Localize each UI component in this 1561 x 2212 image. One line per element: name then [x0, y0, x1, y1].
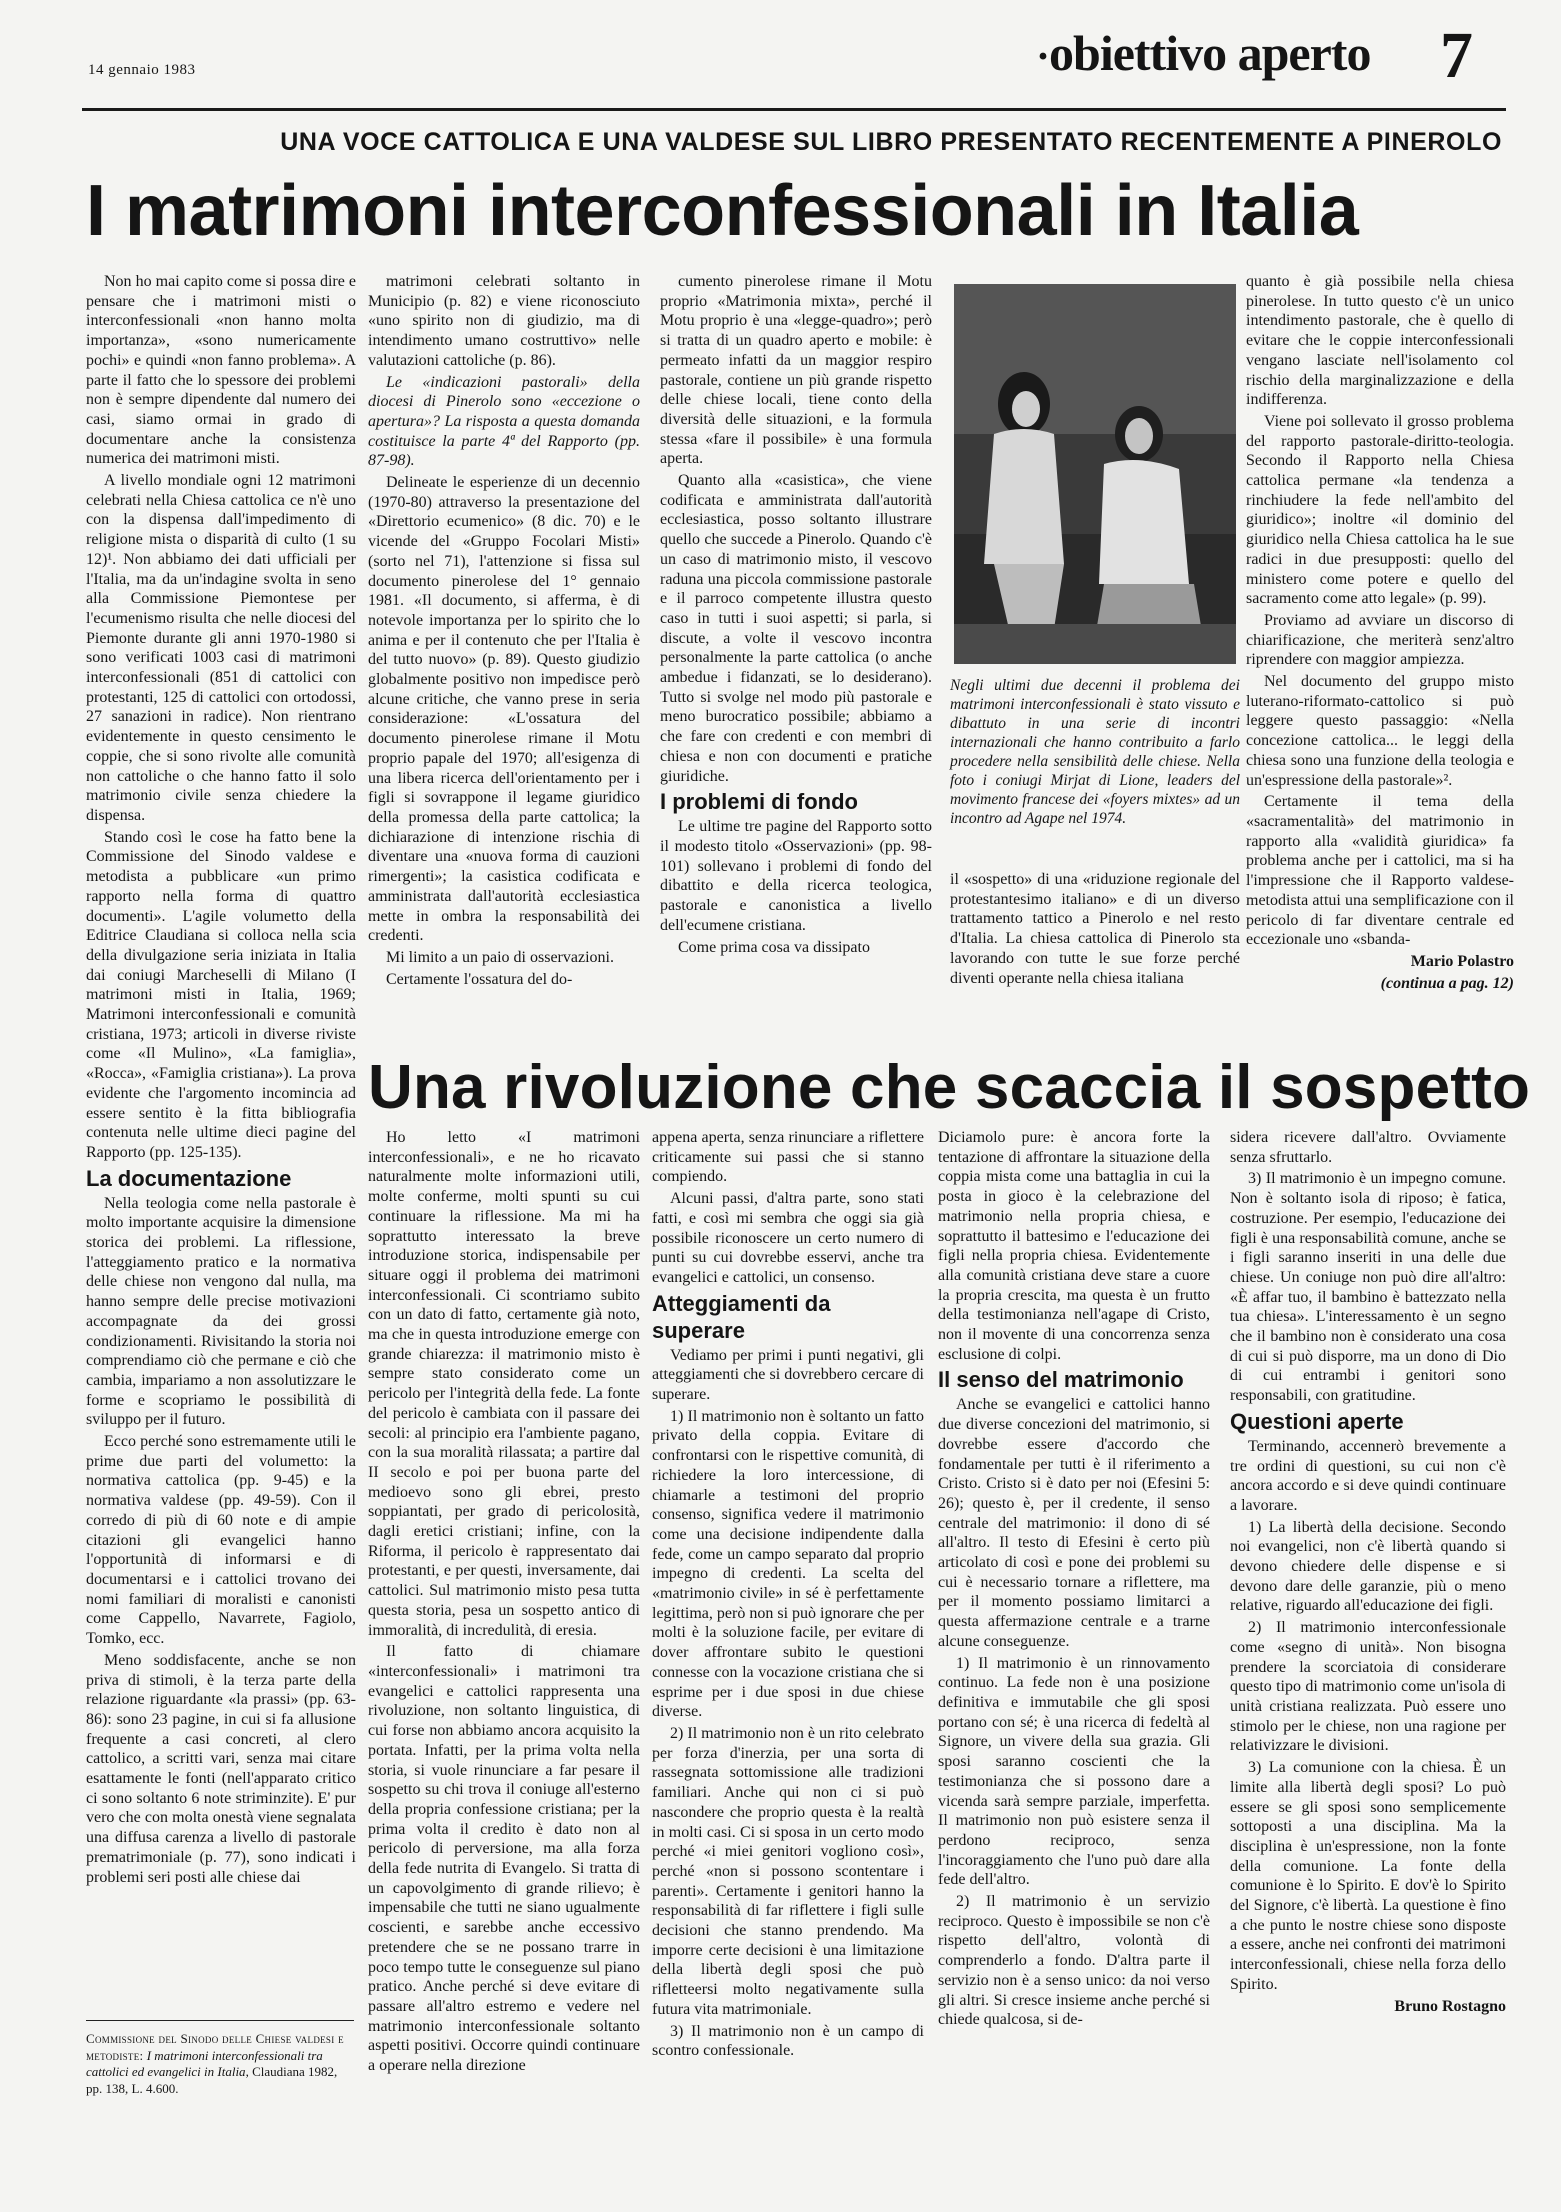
article1-column-2 — [368, 272, 640, 1012]
paragraph: Mi limito a un paio di osservazioni. — [386, 948, 614, 966]
subheading-problemi-di-fondo: I problemi di fondo — [660, 789, 858, 815]
paragraph: Terminando, accennerò brevemente a tre ordini di questioni, su cui non c'è ancora accordo e si deve quindi continuare a lavorare. — [1230, 1437, 1506, 1514]
article1-column-5 — [1246, 272, 1514, 1042]
paragraph: Vediamo per primi i punti negativi, gli atteggiamenti che si dovrebbero cercare di superare. — [652, 1346, 924, 1404]
biblio-author: Commissione del Sinodo delle Chiese valdesi e metodiste: — [86, 2031, 344, 2063]
paragraph: matrimoni celebrati soltanto in Municipio (p. 82) e viene riconosciuto «uno spirito non di giudizio, ma di intendimento umano costruttivo» nelle valutazioni cattoliche (p. 86). — [368, 273, 640, 369]
biblio-title: I matrimoni interconfessionali tra cattolici ed evangelici in Italia — [86, 2047, 323, 2079]
article1-column-3 — [660, 272, 932, 1012]
article2-column-1 — [368, 1128, 640, 2163]
subheading-senso-matrimonio: Il senso del matrimonio — [938, 1367, 1184, 1393]
paragraph: Stando così le cose ha fatto bene la Commissione del Sinodo valdese e metodista a pubblicare «un primo rapporto nella forma di quattro documenti». L'agile volumetto della Editrice Claudiana si colloca nella scia della divulgazione seria iniziata in Italia dai coniugi Marcheselli di Milano (I matrimoni misti in Italia, 1969; Matrimoni interconfessionali e comunità cristiana, 1973; articoli in diverse riviste come «Il Mulino», «La famiglia», «Rocca», «Famiglia cristiana»). La prova evidente che l'argomento incomincia ad essere sentito è la fitta bibliografia contenuta nelle ultime dieci pagine del Rapporto (pp. 125-135). — [86, 828, 356, 1161]
paragraph: Non ho mai capito come si possa dire e pensare che i matrimoni misti o interconfessionali «non hanno molta importanza», «sono numericamente pochi» e quindi «non fanno problema». A parte il fatto che lo spessore dei problemi non è sempre dipendente dal numero dei casi, siamo ormai in grado di documentare anche la consistenza numerica dei matrimoni misti. — [86, 273, 356, 468]
paragraph: Il fatto di chiamare «interconfessionali» i matrimoni tra evangelici e cattolici rappresenta una rivoluzione, non soltanto linguistica, di cui forse non abbiamo ancora acquisito la portata. Infatti, per la prima volta nella storia, si vuole rinunciare a far pesare il sospetto su chi trova il coniuge all'esterno della propria confessione cristiana; per la prima volta il credito è dato non al pericolo di perversione, ma alla forza della fede nutrita di Evangelo. Si tratta di un capovolgimento di grande rilievo; è impensabile che tutti ne siano ugualmente coscienti, e sarebbe anche eccessivo pretendere che se ne possano trarre in poco tempo tutte le conseguenze sul piano pratico. Anche perché si deve evitare di passare all'altro estremo e vedere nel matrimonio interconfessionale soltanto aspetti positivi. Occorre quindi continuare a operare nella direzione — [368, 1643, 640, 2075]
paragraph: 2) Il matrimonio interconfessionale come «segno di unità». Non bisogna prendere la scorciatoia di considerare questo tipo di matrimonio come un'isola di unità cristiana realizzata. Può essere uno stimolo per le chiese, non una ragione per relativizzare le divisioni. — [1230, 1619, 1506, 1755]
paragraph: Meno soddisfacente, anche se non priva di stimoli, è la terza parte della relazione riguardante «la prassi» (pp. 63-86): sono 23 pagine, in cui si fa allusione frequente a casi concreti, al clero cattolico, a scritti vari, senza mai citare esattamente le fonti (nell'apparato critico ci sono soltanto 6 note striminzite). E' pur vero che con molta onestà viene segnalata una diffusa carenza a livello di pastorale prematrimoniale (p. 77), sono indicati i problemi seri posti alle chiese dai — [86, 1651, 356, 1886]
paragraph: Nel documento del gruppo misto luterano-riformato-cattolico si può leggere questo passaggio: «Nella concezione cattolica... le leggi della chiesa sono una funzione della teologia e un'espressione della pastorale»². — [1246, 673, 1514, 789]
paragraph: quanto è già possibile nella chiesa pinerolese. In tutto questo c'è un unico intendimento pastorale, che è quello di evitare che le coppie interconfessionali vengano lasciate nell'isolamento col rischio della marginalizzazione e della indifferenza. — [1246, 273, 1514, 409]
paragraph: Alcuni passi, d'altra parte, sono stati fatti, e così mi sembra che oggi sia già possibile riconoscere un certo numero di punti su cui dovrebbe esservi, anche tra evangelici e cattolici, un consenso. — [652, 1190, 924, 1286]
paragraph: il «sospetto» di una «riduzione regionale del protestantesimo italiano» e di un diverso trattamento tattico a Pinerolo e nel resto d'Italia. La chiesa cattolica di Pinerolo sta lavorando con tutte le sue forze perché diventi operante nella chiesa italiana — [950, 871, 1240, 987]
paragraph: 1) La libertà della decisione. Secondo noi evangelici, non c'è libertà quando si devono chiedere delle dispense e si devono dare delle garanzie, più o meno relative, riguardo all'educazione dei figli. — [1230, 1518, 1506, 1615]
paragraph: Certamente il tema della «sacramentalità» del matrimonio in rapporto alla «validità giuridica» fa problema anche per i cattolici, ma si ha l'impressione che il Rapporto valdese-metodista attui una semplificazione con il pericolo di far diventare centrale ed eccezionale uno «sbanda- — [1246, 793, 1514, 949]
paragraph: Ecco perché sono estremamente utili le prime due parti del volumetto: la normativa cattolica (pp. 9-45) e la normativa valdese (pp. 49-59). Con il corredo di più di 60 note e di ampie citazioni gli evangelici hanno l'opportunità di informarsi e di documentarsi e i cattolici trovano dei nomi familiari di moralisti e canonisti come Cappello, Navarrete, Fagiolo, Tomko, ecc. — [86, 1433, 356, 1648]
page-number: 7 — [1440, 19, 1473, 92]
paragraph: Nella teologia come nella pastorale è molto importante acquisire la dimensione storica dei problemi. La riflessione, l'atteggiamento pratico e la normativa delle chiese non vengono dal nulla, ma hanno sempre delle precise motivazioni accompagnate da dei grossi condizionamenti. Rivisitando la storia noi comprendiamo ciò che permane e ciò che cambia, impariamo a non assolutizzare le forme e scopriamo le possibilità di sviluppo per il futuro. — [86, 1194, 356, 1429]
article2-column-4 — [1230, 1128, 1506, 2163]
paragraph: 2) Il matrimonio è un servizio reciproco. Questo è impossibile se non c'è rispetto dell'altro, volontà di comprenderlo a fondo. D'altra parte il servizio non è a senso unico: da noi verso gli altri. Si cresce insieme anche perché si chiede qualcosa, si de- — [938, 1893, 1210, 2029]
continued-note: (continua a pag. 12) — [1380, 974, 1514, 992]
paragraph: cumento pinerolese rimane il Motu proprio «Matrimonia mixta», perché il Motu proprio è una «leggе-quadro»; però si tratta di un quadro aperto e mobile: è permeato infatti da un maggior respiro pastorale, contiene un più grande rispetto delle chiese locali, tiene conto della diversità delle situazioni, e la formula stessa «fare il possibile» è una formula aperta. — [660, 273, 932, 468]
photo-caption: Negli ultimi due decenni il problema dei matrimoni interconfessionali è stato vissuto e dibattuto in una serie di incontri internazionali che hanno contribuito a farlo procedere nella sensibilità delle chiese. Nella foto i coniugi Mirjat di Lione, leaders del movimento francese dei «foyers mixtes» ad un incontro ad Agape nel 1974. — [950, 677, 1240, 827]
paragraph: 3) La comunione con la chiesa. È un limite alla libertà degli sposi? Lo può essere se gli sposi sono semplicemente sottoposti a una disciplina. Ma la disciplina è un'espressione, non la fonte della comunione. La fonte della comunione è lo Spirito. E dov'è lo Spirito del Signore, c'è libertà. La questione è fino a che punto le nostre chiese sono disposte a essere, anche nei confronti dei matrimoni interconfessionali, chiese nella forza dello Spirito. — [1230, 1759, 1506, 1993]
author-signature: Mario Polastro — [1410, 952, 1514, 970]
subheading-documentazione: La documentazione — [86, 1165, 292, 1191]
paragraph: Delineate le esperienze di un decennio (1970-80) attraverso la presentazione del «Direttorio ecumenico» (8 dic. 70) e le vicende del «Gruppo Focolari Misti» (sorto nel 71), l'attenzione si fissa sul documento pinerolese del 1° gennaio 1981. «Il documento, si afferma, è di notevole importanza per lo spirito che lo anima e per il contenuto che per l'Italia è del tutto nuovo» (p. 89). Questo giudizio globalmente positivo non impedisce però alcune critiche, che vanno prese in seria considerazione: «L'ossatura del documento pinerolese rimane il Motu proprio papale del 1970; all'esigenza di una libera ricerca dell'orientamento per i figli si sovrappone il legame giuridico della promessa della parte cattolica; la dichiarazione di intenzione rischia di diventare una «nuova forma di cauzioni rimergenti»; la casistica codificata e amministrata dall'autorità ecclesiastica mette in ombra la responsabilità dei credenti. — [368, 474, 640, 945]
paragraph: 3) Il matrimonio non è un campo di scontro confessionale. — [652, 2022, 924, 2060]
paragraph: Viene poi sollevato il grosso problema del rapporto pastorale-diritto-teologia. Secondo il Rapporto nella Chiesa cattolica permane «la tendenza a rinchiudere la fede nell'ambito del giuridico»; inoltre «il dominio del giuridico nella Chiesa cattolica ha le sue radici in due presupposti: quello del ministero come potere e quello del sacramento come atto legale» (p. 99). — [1246, 412, 1514, 608]
bibliography-note — [86, 2020, 354, 2097]
paragraph: 3) Il matrimonio è un impegno comune. Non è soltanto isola di riposo; è fatica, costruzione. Per esempio, l'educazione dei figli è una responsabilità comune, anche se i figli saranno inseriti in una delle due chiese. Un coniuge non può dire all'altro: «È affar tuo, il bambino è battezzato nella tua chiesa». L'interessamento è un segno che il bambino non è considerato una cosa di cui si può disporre, ma un dono di Dio di cui entrambi i genitori sono responsabili, con gratitudine. — [1230, 1170, 1506, 1405]
photo-illustration — [954, 284, 1236, 664]
biblio-details: , Claudiana 1982, pp. 138, L. 4.600. — [86, 2064, 338, 2096]
headline-article-2: Una rivoluzione che scaccia il sospetto — [368, 1053, 1531, 1122]
paragraph: appena aperta, senza rinunciare a riflettere criticamente sui passi che si stanno compiendo. — [652, 1129, 924, 1186]
kicker: UNA VOCE CATTOLICA E UNA VALDESE SUL LIBRO PRESENTATO RECENTEMENTE A PINEROLO — [280, 128, 1502, 156]
paragraph: Le «indicazioni pastorali» della diocesi di Pinerolo sono «eccezione o apertura»? La risposta a questa domanda costituisce la parte 4ª del Rapporto (pp. 87-98). — [368, 373, 640, 470]
subheading-questioni-aperte: Questioni aperte — [1230, 1408, 1404, 1434]
paragraph: 2) Il matrimonio non è un rito celebrato per forza d'inerzia, per una sorta di rassegnata sottomissione alle tradizioni familiari. Anche qui non ci si può nascondere che proprio questa è la realtà in molti casi. Ci si sposa in un certo modo perché «i miei genitori vogliono così», perché «non si possono scontentare i parenti». Certamente i genitori hanno la responsabilità di far riflettere i figli sulle decisioni che stanno prendendo. Ma imporre certe decisioni è una limitazione della libertà degli sposi che può rifletteersi molto negativamente sulla futura vita matrimoniale. — [652, 1724, 924, 2018]
header-rule — [82, 108, 1506, 111]
paragraph: sidera ricevere dall'altro. Ovviamente senza sfruttarlo. — [1230, 1129, 1506, 1166]
article2-column-3 — [938, 1128, 1210, 2163]
paragraph: Certamente l'ossatura del do- — [386, 970, 573, 988]
paragraph: A livello mondiale ogni 12 matrimoni celebrati nella Chiesa cattolica ce n'è uno con la dispensa dall'impedimento di religione mista o disparità di culto (1 su 12)¹. Non abbiamo dei dati ufficiali per l'Italia, ma da un'indagine svolta in seno alla Commissione Piemontese per l'ecumenismo risulta che nelle diocesi del Piemonte durante gli anni 1970-1980 si sono verificati 1003 casi di matrimoni interconfessionali (851 di cattolici con protestanti, 125 di cattolici con ortodossi, 27 sanazioni in radice). Non rientrano evidentemente in questo censimento le coppie, che si sono rivolte alle comunità non cattoliche o che hanno fatto il solo matrimonio civile senza chiedere la dispensa. — [86, 472, 356, 824]
author-signature: Bruno Rostagno — [1394, 1997, 1506, 2015]
paragraph: Diciamolo pure: è ancora forte la tentazione di affrontare la situazione della coppia mista come una battaglia in cui la posta in gioco è la celebrazione del matrimonio nella propria chiesa, e soprattutto il battesimo e l'educazione dei figli nella propria chiesa. Evidentemente alla comunità cristiana deve stare a cuore la propria crescita, ma questa è un frutto della testimonianza nell'agape di Cristo, non il movente di una concorrenza senza esclusione di colpi. — [938, 1129, 1210, 1363]
paragraph: Proviamo ad avviare un discorso di chiarificazione, che meriterà senz'altro riprendere con maggior ampiezza. — [1246, 611, 1514, 669]
subheading-atteggiamenti: Atteggiamenti da superare — [652, 1290, 831, 1343]
paragraph: Le ultime tre pagine del Rapporto sotto il modesto titolo «Osservazioni» (pp. 98-101) sollevano i problemi di fondo del dibattito e della ricerca teologica, pastorale e canonistica a livello dell'ecumene cristiana. — [660, 818, 932, 934]
photo-couple — [954, 284, 1236, 664]
article1-column-4 — [950, 870, 1240, 1030]
paragraph: Anche se evangelici e cattolici hanno due diverse concezioni del matrimonio, si dovrebbe essere d'accordo che fondamentale per tutti è il riferimento a Cristo. Cristo si è dato per noi (Efesini 5: 26); questo è, per il credente, il senso centrale del matrimonio: il dono di sé all'altro. Il testo di Efesini è certo più articolato di così e pone dei problemi su cui è necessario tornare a riflettere, ma per il momento possiamo limitarci a questa affermazione centrale e a trarne alcune conseguenze. — [938, 1396, 1210, 1650]
paragraph: Come prima cosa va dissipato — [678, 938, 870, 956]
issue-date: 14 gennaio 1983 — [88, 62, 196, 78]
article1-column-1 — [86, 272, 356, 2007]
headline-article-1: I matrimoni interconfessionali in Italia — [86, 171, 1359, 251]
paragraph: 1) Il matrimonio è un rinnovamento continuo. La fede non è una posizione definitiva e immutabile che gli sposi portano con sé; è una ricerca di fedeltà al Signore, un vivere della sua grazia. Gli sposi saranno coscienti che la testimonianza che si possono dare a vicenda sarà sempre parziale, imperfetta. Il matrimonio non può esistere senza il perdono reciproco, senza l'incoraggiamento che l'uno può dare alla fede dell'altro. — [938, 1654, 1210, 1889]
article2-column-2 — [652, 1128, 924, 2163]
paragraph: 1) Il matrimonio non è soltanto un fatto privato della coppia. Evitare di confrontarsi con le rispettive comunità, di richiedere la loro intercessione, di chiamarle a testimoni del proprio consenso, significa vedere il matrimonio come una decisione indipendente dalla fede, come un campo separato dal proprio impegno di credenti. La scelta del «matrimonio civile» in sé è perfettamente legittima, però non si può ignorare che per molti è la soluzione facile, per evitare di dover affrontare subito le questioni connesse con la vocazione cristiana che si esprime per i due sposi in due chiese diverse. — [652, 1407, 924, 1721]
masthead: ·obiettivo aperto — [1036, 25, 1371, 81]
paragraph: Ho letto «I matrimoni interconfessionali», e ne ho ricavato naturalmente molte informazioni utili, molte conferme, molti spunti su cui continuare la riflessione. Ma mi ha soprattutto interessato la breve introduzione storica, indispensabile per situare oggi il problema dei matrimoni interconfessionali. Ci scontriamo subito con un dato di fatto, certamente già noto, ma che in questa introduzione emerge con grande chiarezza: il matrimonio misto è sempre stato considerato come un pericolo per l'integrità della fede. La fonte del pericolo è cambiata con il passare dei secoli: al principio era l'ambiente pagano, con la sua moralità rilassata; a partire dal II secolo e poi per buona parte del medioevo sono gli ebrei, presto soppiantati, per grado di pericolosità, dagli eretici cristiani; infine, con la Riforma, il pericolo è rappresentato dai protestanti, e per questi, inversamente, dai cattolici. Sul matrimonio misto pesa tutta questa storia, pesa un sospetto antico di immoralità, di incredulità, di eresia. — [368, 1129, 640, 1639]
paragraph: Quanto alla «casistica», che viene codificata e amministrata dall'autorità ecclesiastica, posso soltanto illustrare quello che succede a Pinerolo. Quando c'è un caso di matrimonio misto, il vescovo raduna una piccola commissione pastorale e il parroco competente illustra questo caso in tutti i suoi aspetti; si parla, si discute, a volte il vescovo incontra personalmente la parte cattolica (o anche ambedue i fidanzati, se lo desiderano). Tutto si svolge nel modo più pastorale e meno burocratico possibile; abbiamo a che fare con credenti e con membri di chiesa e non con documenti e pratiche giuridiche. — [660, 472, 932, 785]
masthead-title: obiettivo aperto — [1049, 25, 1371, 81]
